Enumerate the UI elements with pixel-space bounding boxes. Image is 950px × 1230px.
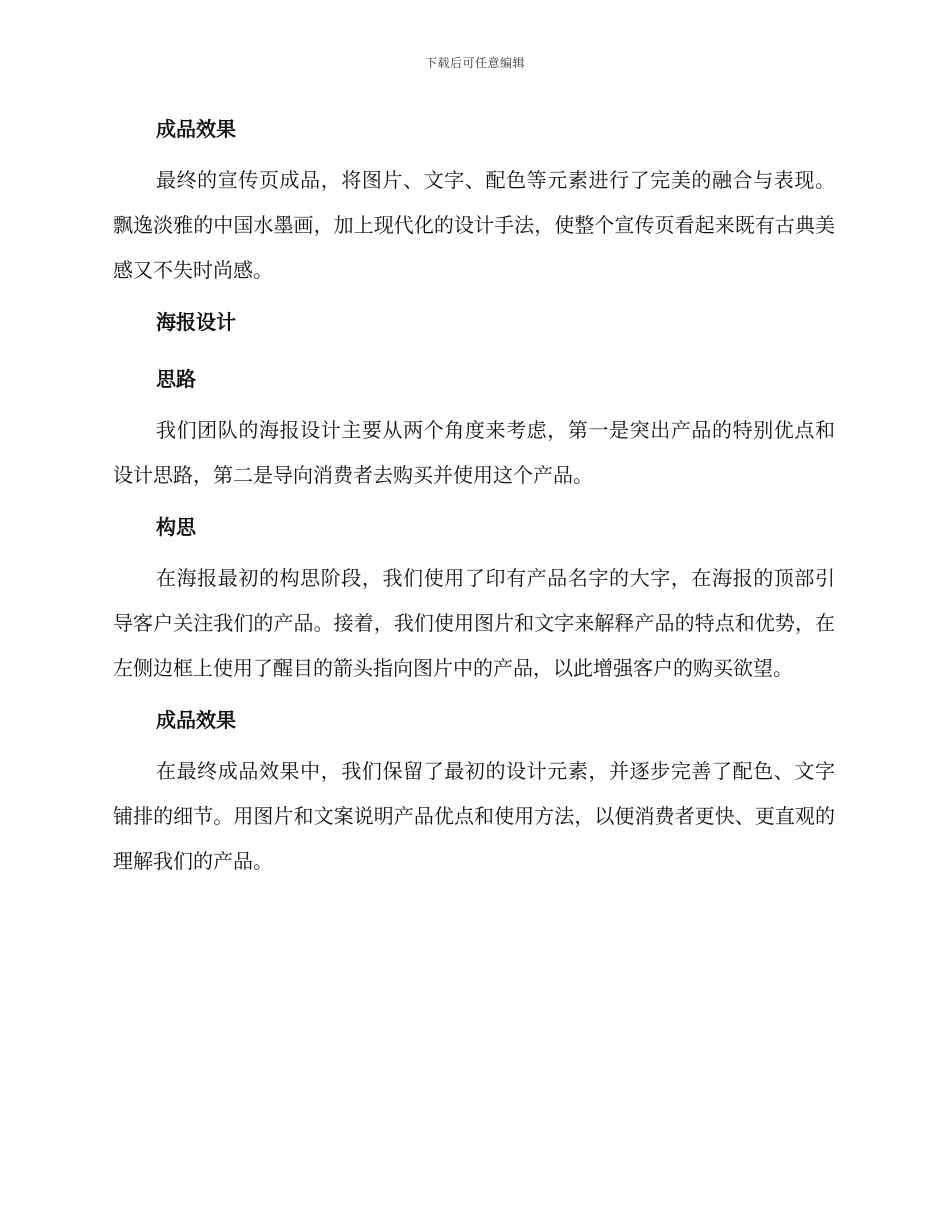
section-heading-approach: 思路 [156,367,196,391]
section-heading-finished-effect: 成品效果 [156,117,236,141]
section-heading-poster-design: 海报设计 [156,310,236,334]
section-heading-concept: 构思 [156,515,196,539]
section-paragraph-concept: 在海报最初的构思阶段，我们使用了印有产品名字的大字，在海报的顶部引导客户关注我们的产品。接着，我们使用图片和文字来解释产品的特点和优势，在左侧边框上使用了醒目的箭头指向图片中的产品，以此增强客户的购买欲望。 [113,566,835,680]
header-note: 下载后可任意编辑 [424,56,525,70]
section-paragraph-finished-effect: 最终的宣传页成品，将图片、文字、配色等元素进行了完美的融合与表现。飘逸淡雅的中国水墨画，加上现代化的设计手法，使整个宣传页看起来既有古典美感又不失时尚感。 [113,168,835,282]
section-paragraph-approach: 我们团队的海报设计主要从两个角度来考虑，第一是突出产品的特别优点和设计思路，第二是导向消费者去购买并使用这个产品。 [113,418,835,487]
section-paragraph-final-effect: 在最终成品效果中，我们保留了最初的设计元素，并逐步完善了配色、文字铺排的细节。用图片和文案说明产品优点和使用方法，以便消费者更快、更直观的理解我们的产品。 [113,759,835,873]
document-body [113,112,835,884]
section-heading-final-effect: 成品效果 [156,708,236,732]
